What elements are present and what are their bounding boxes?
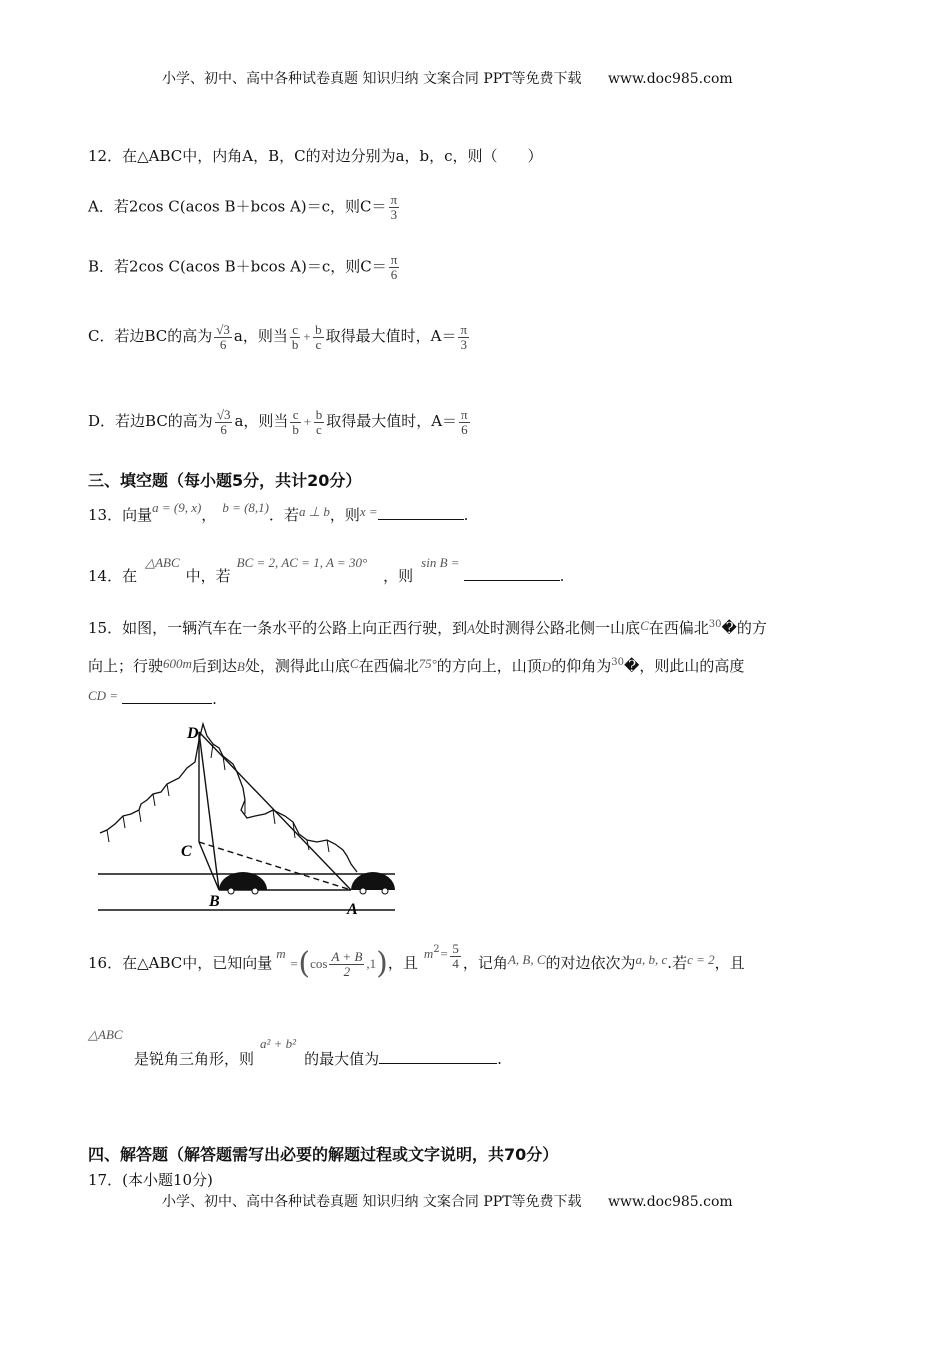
- page-footer: [162, 1192, 733, 1212]
- header-text: 小学、初中、高中各种试卷真题 知识归纳 文案合同 PPT等免费下载: [162, 71, 582, 87]
- label-c: C: [181, 843, 192, 860]
- car-b: [219, 872, 267, 890]
- q16-blank[interactable]: [379, 1049, 497, 1064]
- q16-line2b: 是锐角三角形，则a² + b²的最大值为 .: [134, 1036, 502, 1068]
- q14: 14．在△ABC中，若BC = 2, AC = 1, A = 30°，则sin B =.: [88, 555, 565, 585]
- q17-title: 17．(本小题10分): [88, 1171, 213, 1189]
- q12-b-text: B．若2cos C(acos B＋bcos A)＝c，则C＝: [88, 257, 387, 276]
- q15-line2: 向上；行驶600m后到达B处，测得此山底C在西偏北75°的方向上，山顶D的仰角为$^{30}$�，则此山的高度: [88, 656, 745, 675]
- q13: 13．向量a = (9, x)， b = (8,1)．若a ⊥ b，则x = .: [88, 500, 469, 524]
- q12-a-text: A．若2cos C(acos B＋bcos A)＝c，则C＝: [88, 197, 387, 216]
- q15-blank[interactable]: [122, 689, 212, 704]
- vector-b: b = (8,1): [222, 500, 269, 515]
- q16-line2: △ABC: [88, 1027, 123, 1042]
- q12-a-frac: $\frac{\pi}{3}$: [390, 192, 398, 222]
- q12-option-a: [88, 193, 401, 222]
- q13-blank[interactable]: [378, 505, 464, 520]
- q12-d-sqrt-frac: $\frac{√3}{6}$: [216, 406, 231, 437]
- q12-c-sqrt-frac: $\frac{√3}{6}$: [216, 321, 230, 352]
- header-site: www.doc985.com: [607, 71, 733, 87]
- q12-b-frac: $\frac{\pi}{6}$: [390, 252, 398, 282]
- vector-a: a = (9, x): [152, 500, 202, 515]
- q12-option-c: C．若边BC的高为 $\frac{√3}{6}$ a，则当 $\frac{c}{b}$ + $\frac{b}{c}$ 取得最大值时，A＝ $\frac{\pi}{3}$: [88, 321, 468, 352]
- label-d: D: [187, 725, 199, 742]
- car-a: [351, 872, 395, 890]
- page-header: [162, 69, 733, 89]
- mountain-detail: [107, 744, 329, 852]
- footer-site: www.doc985.com: [607, 1194, 733, 1210]
- q14-blank[interactable]: [464, 566, 560, 581]
- q15-line1: 15．如图，一辆汽车在一条水平的公路上向正西行驶，到A处时测得公路北侧一山底C在西偏北$^{30}$�的方: [88, 618, 767, 637]
- q12-option-d: D．若边BC的高为 $\frac{√3}{6}$ a，则当 $\frac{c}{b}$ + $\frac{b}{c}$ 取得最大值时，A＝ $\frac{\pi}{6}$: [88, 406, 468, 437]
- line-da: [199, 732, 351, 890]
- section-4-title: 四、解答题（解答题需写出必要的解题过程或文字说明，共70分）: [88, 1145, 559, 1164]
- mountain-outline: [100, 724, 357, 872]
- section-3-title: 三、填空题（每小题5分，共计20分）: [88, 471, 362, 490]
- q15-line3: CD = .: [88, 688, 217, 708]
- mountain-figure: [95, 718, 400, 918]
- q12-stem: 12．在△ABC中，内角A，B，C的对边分别为a，b，c，则（ ）: [88, 147, 543, 165]
- q12-option-b: [88, 253, 401, 282]
- label-b: B: [209, 893, 220, 910]
- label-a: A: [347, 901, 358, 918]
- footer-text: 小学、初中、高中各种试卷真题 知识归纳 文案合同 PPT等免费下载: [162, 1194, 582, 1210]
- q16-line1: 16．在△ABC中，已知向量m=(cos $\frac{A + B}{2}$ ,1)，且$m^2=$ $\frac{5}{4}$ ，记角A, B, C的对边依次为a, b, c.若c = 2，且: [88, 940, 745, 981]
